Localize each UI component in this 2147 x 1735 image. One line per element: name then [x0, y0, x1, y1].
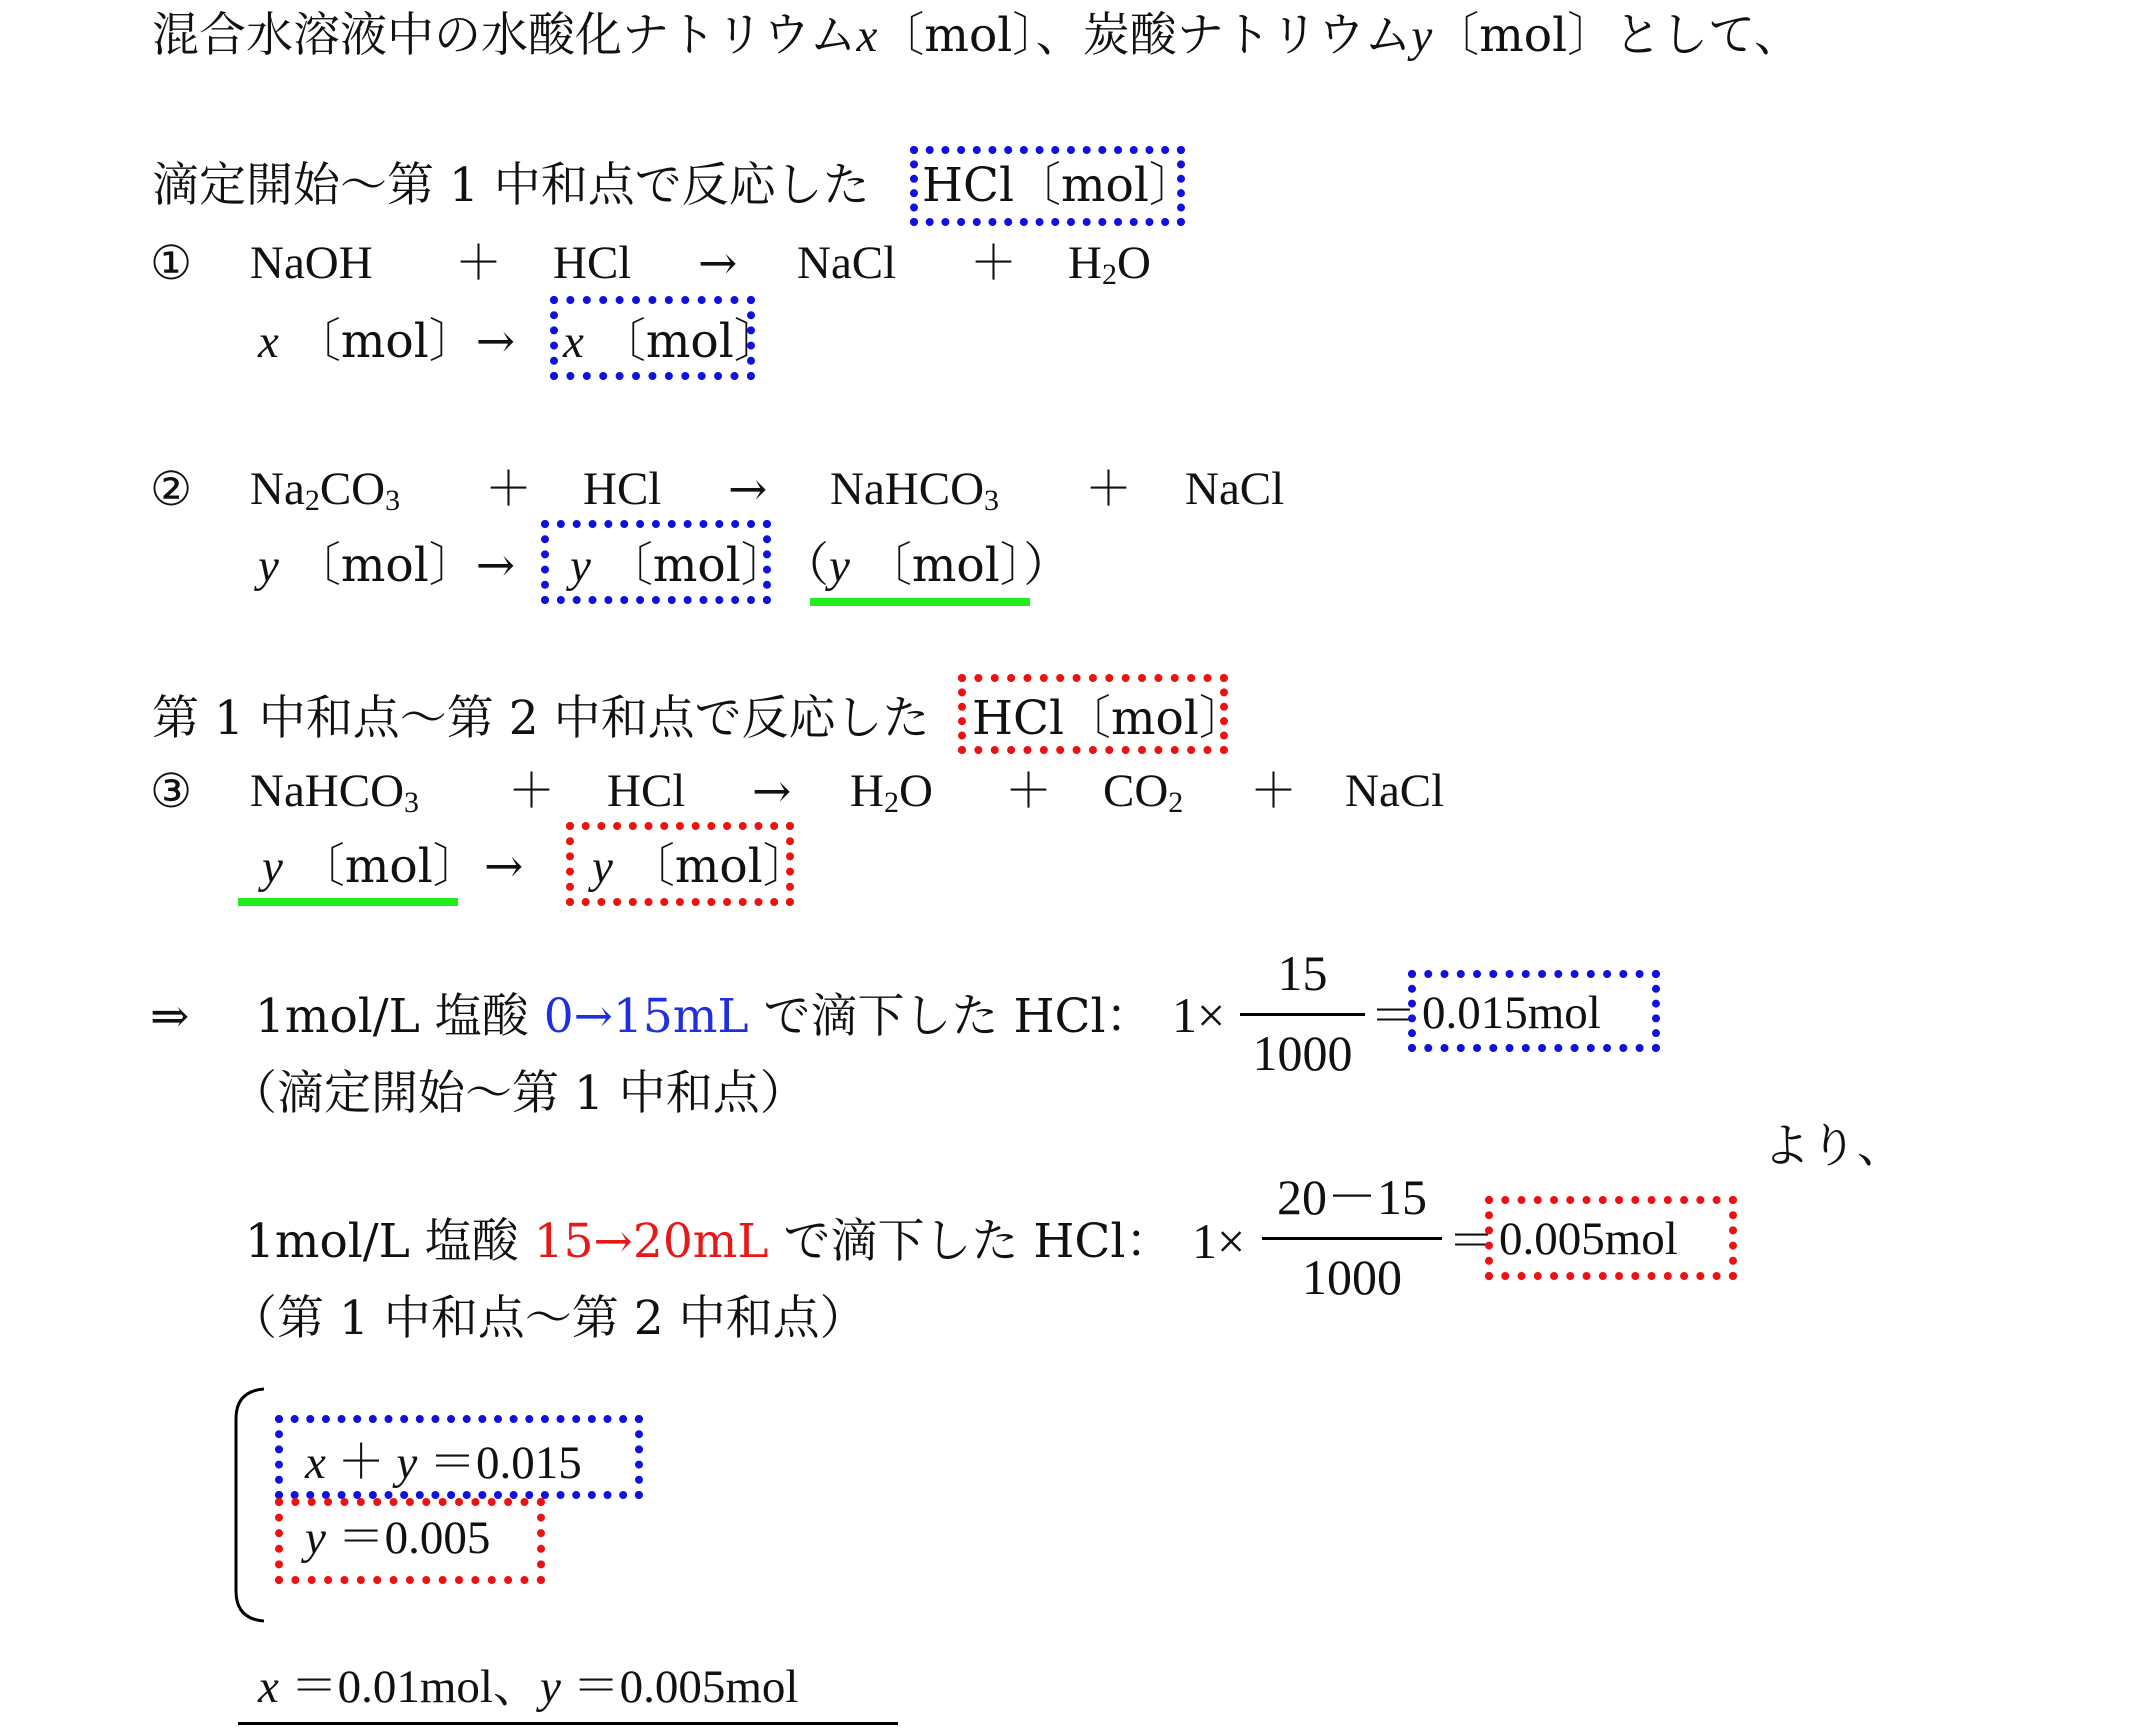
eq1-arrow: →	[698, 236, 738, 291]
eq1-plus2: ＋	[970, 236, 1017, 291]
calc2-text	[245, 1214, 1173, 1269]
eq2-number: ②	[150, 462, 193, 517]
eq2-na: Na	[250, 463, 305, 515]
eq3-box-unit: 〔mol〕	[627, 839, 810, 894]
calc1-post: で滴下した HCl：	[748, 989, 1153, 1044]
eq1-box-content	[563, 314, 781, 369]
calc2-result: 0.005mol	[1499, 1213, 1678, 1265]
calc1-note: （滴定開始～第 1 中和点）	[230, 1066, 807, 1121]
eq2-paren-unit: 〔mol〕）	[864, 538, 1071, 593]
calc2-post: で滴下した HCl：	[768, 1214, 1173, 1269]
eq2-co: CO	[319, 463, 386, 515]
calc1-fraction	[1240, 945, 1365, 1081]
eq3-co-sub: 2	[1168, 786, 1184, 819]
eq1-plus1: ＋	[455, 236, 502, 291]
answer-y-value: ＝0.005mol	[572, 1661, 799, 1713]
system-brace	[230, 1385, 270, 1625]
eq3-left-amount	[262, 839, 480, 894]
eq2-paren-open: （	[782, 538, 829, 593]
eq3-box-content	[592, 839, 810, 894]
eq1-left-var: x	[258, 316, 279, 368]
calc1-range: 0→15mL	[543, 989, 749, 1044]
eq3-co: CO	[1103, 765, 1169, 817]
system-eq1-rest: ＝0.015	[429, 1437, 582, 1489]
eq2-left-amount	[258, 538, 516, 593]
eq2-green-underline	[810, 598, 1030, 606]
eq2-paren-amount	[782, 538, 1071, 593]
calc2-denominator: 1000	[1302, 1249, 1402, 1305]
eq3-h: H	[850, 765, 884, 817]
system-eq1-y: y	[396, 1437, 418, 1489]
eq3-h-sub: 2	[883, 786, 899, 819]
system-eq2-rest: ＝0.005	[337, 1512, 491, 1564]
eq3-nacl: NaCl	[1345, 765, 1445, 817]
eq3-plus3: ＋	[1250, 764, 1297, 819]
eq3-nahco3	[250, 765, 420, 819]
calc2-pre: 1mol/L 塩酸	[245, 1214, 534, 1269]
eq2-nahco3	[830, 463, 1000, 517]
eq3-arrow: →	[752, 764, 792, 819]
eq1-h: H	[1068, 237, 1102, 289]
system-eq1-x: x	[305, 1437, 326, 1489]
eq1-h-sub: 2	[1101, 258, 1117, 291]
section1-heading: 滴定開始～第 1 中和点で反応した	[152, 158, 870, 213]
intro-text-c: 〔mol〕として、	[1432, 8, 1802, 63]
answer-x-value: ＝0.01mol、	[290, 1661, 540, 1713]
yori-text: より、	[1763, 1119, 1904, 1174]
calc1-result: 0.015mol	[1422, 987, 1601, 1039]
eq3-number: ③	[150, 764, 193, 819]
eq3-plus1: ＋	[508, 764, 555, 819]
eq2-nacl: NaCl	[1185, 463, 1285, 515]
eq1-left-unit: 〔mol〕→	[293, 314, 516, 369]
eq1-o: O	[1116, 237, 1151, 289]
calc1-denominator: 1000	[1252, 1025, 1353, 1081]
eq1-h2o	[1068, 237, 1151, 291]
section2-hcl-text: HCl〔mol〕	[972, 691, 1246, 746]
calc1-numerator: 15	[1277, 945, 1328, 1001]
calc2-numerator: 20－15	[1277, 1169, 1427, 1225]
implies-symbol: ⇒	[150, 989, 190, 1044]
eq2-arrow: →	[728, 462, 768, 517]
eq3-h2o	[850, 765, 933, 819]
eq1-number: ①	[150, 236, 193, 291]
intro-text-b: 〔mol〕、炭酸ナトリウム	[877, 8, 1412, 63]
calc2-range: 15→20mL	[533, 1214, 769, 1269]
eq3-left-var: y	[262, 841, 283, 893]
eq1-left-amount	[258, 314, 516, 369]
calc1-equals: ＝	[1370, 989, 1417, 1044]
section2-heading: 第 1 中和点～第 2 中和点で反応した	[152, 691, 930, 746]
eq1-nacl: NaCl	[797, 237, 897, 289]
calc2-equals: ＝	[1448, 1214, 1495, 1269]
eq3-green-underline	[238, 898, 458, 906]
eq2-na2co3	[250, 463, 401, 517]
eq2-left-var: y	[258, 540, 279, 592]
calc1-text	[255, 989, 1153, 1044]
var-x: x	[856, 10, 878, 62]
calc2-note: （第 1 中和点～第 2 中和点）	[230, 1291, 867, 1346]
eq2-nahco: NaHCO	[830, 463, 985, 515]
final-answer	[258, 1661, 799, 1713]
system-eq1	[305, 1437, 582, 1489]
eq3-plus2: ＋	[1005, 764, 1052, 819]
eq2-paren-var: y	[829, 540, 850, 592]
var-y: y	[1411, 10, 1433, 62]
eq1-naoh: NaOH	[250, 237, 373, 289]
final-answer-underline	[238, 1722, 898, 1725]
calc2-fraction-bar	[1262, 1237, 1442, 1240]
calc1-fraction-bar	[1240, 1013, 1365, 1016]
system-eq2	[305, 1512, 491, 1564]
calc2-fraction	[1262, 1169, 1442, 1305]
eq2-left-unit: 〔mol〕→	[293, 538, 516, 593]
eq2-hcl: HCl	[583, 463, 662, 515]
eq2-nahco-sub: 3	[984, 484, 1000, 517]
eq2-plus1: ＋	[485, 462, 532, 517]
intro-line	[152, 8, 1802, 63]
eq1-hcl: HCl	[553, 237, 632, 289]
eq3-box-var: y	[592, 841, 613, 893]
eq1-box-var: x	[563, 316, 584, 368]
calc1-coef: 1×	[1172, 987, 1226, 1043]
section1-hcl-text: HCl〔mol〕	[922, 158, 1196, 213]
calc2-coef: 1×	[1192, 1213, 1246, 1269]
eq2-box-content	[570, 538, 788, 593]
eq2-box-var: y	[570, 540, 591, 592]
eq3-hcl: HCl	[607, 765, 686, 817]
eq2-co-sub: 3	[385, 484, 401, 517]
calc1-pre: 1mol/L 塩酸	[255, 989, 544, 1044]
answer-y: y	[540, 1661, 561, 1713]
eq3-nahco-sub: 3	[404, 786, 420, 819]
eq1-box-unit: 〔mol〕	[598, 314, 781, 369]
eq2-na-sub: 2	[304, 484, 320, 517]
intro-text-a: 混合水溶液中の水酸化ナトリウム	[152, 8, 857, 63]
eq3-o: O	[898, 765, 933, 817]
eq3-co2	[1103, 765, 1184, 819]
eq3-arrow2: →	[484, 839, 524, 894]
system-eq2-y: y	[305, 1512, 326, 1564]
system-eq1-plus: ＋	[337, 1437, 385, 1489]
eq3-left-unit: 〔mol〕	[297, 839, 480, 894]
eq2-box-unit: 〔mol〕	[605, 538, 788, 593]
answer-x: x	[258, 1661, 279, 1713]
eq2-plus2: ＋	[1085, 462, 1132, 517]
eq3-nahco: NaHCO	[250, 765, 405, 817]
